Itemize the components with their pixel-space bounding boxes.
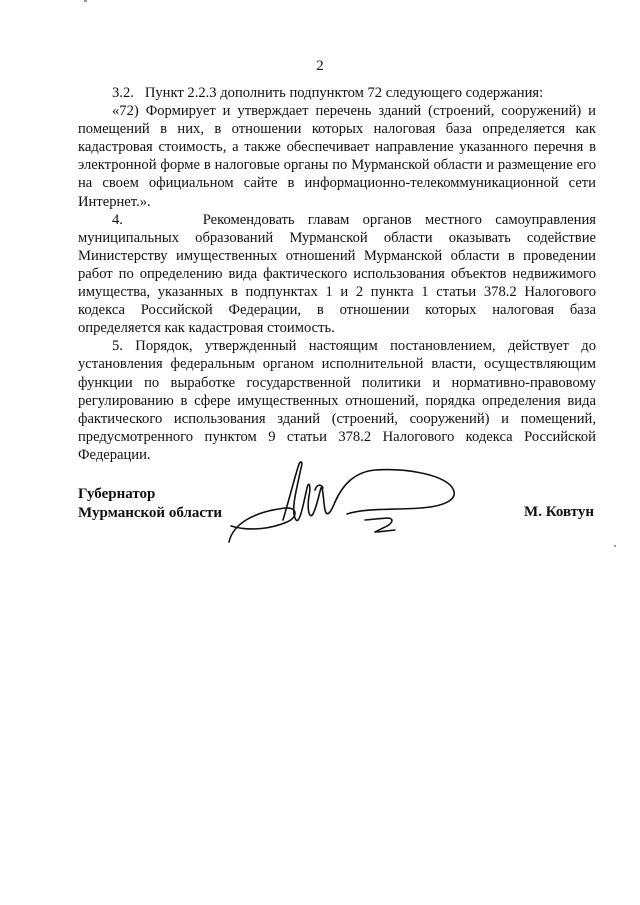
document-body (78, 84, 596, 464)
paragraph-4: 4. Рекомендовать главам органов местного самоуправления муниципальных образований Мурманской области оказывать содействие Министерству имущественных отношений Мурманской области в проведении работ по определению вида фактического использования объектов недвижимого имущества, указанных в подпунктах 1 и 2 пункта 1 статьи 378.2 Налогового кодекса Российской Федерации, в отношении которых налоговая база определяется как кадастровая стоимость. (78, 211, 596, 337)
page-number: 2 (316, 58, 324, 74)
paragraph-3-2: 3.2. Пункт 2.2.3 дополнить подпунктом 72 следующего содержания: (112, 85, 544, 101)
signatory-title-line1: Губернатор (78, 486, 156, 502)
signatory-title (78, 485, 222, 523)
paragraph-quote-72: «72) Формирует и утверждает перечень зданий (строений, сооружений) и помещений в них, в отношении которых налоговая база определяется как кадастровая стоимость, а также обеспечивает направление указанного перечня в электронной форме в налоговые органы по Мурманской области и размещение его на своем официальном сайте в информационно-телекоммуникационной сети Интернет.». (78, 103, 596, 210)
scan-speck (84, 0, 87, 2)
signatory-title-line2: Мурманской области (78, 505, 223, 521)
scan-speck (614, 545, 616, 547)
signatory-name: М. Ковтун (524, 504, 594, 520)
paragraph-5: 5. Порядок, утвержденный настоящим постановлением, действует до установления федеральным органом исполнительной власти, осуществляющим функции по выработке государственной политики и нормативно-правовому регулированию в сфере имущественных отношений, порядка определения вида фактического использования зданий (строений, сооружений) и помещений, предусмотренного пунктом 9 статьи 378.2 Налогового кодекса Российской Федерации. (78, 338, 596, 463)
handwritten-signature (225, 458, 465, 550)
